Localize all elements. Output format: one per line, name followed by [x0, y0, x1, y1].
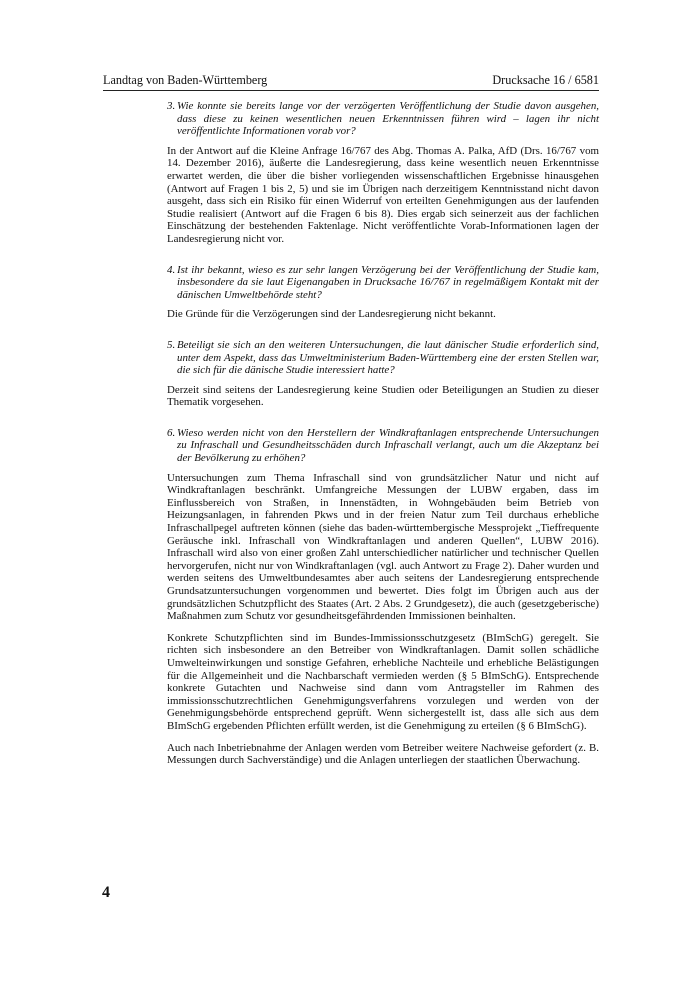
question-text: Ist ihr bekannt, wieso es zur sehr langen Verzögerung bei der Veröffentlichung der Studie kam, insbesondere da sie laut Eigenangaben in Drucksache 16/767 in regelmäßigem Kontakt mit der dänischen Umweltbehörde steht? [177, 263, 599, 301]
page-header [103, 72, 599, 91]
question-text: Wieso werden nicht von den Herstellern der Windkraftanlagen entsprechende Untersuchungen zu Infraschall und Gesundheitsschäden durch Infraschall verlangt, auch um die Akzeptanz bei der Bevölkerung zu erhöhen? [177, 426, 599, 465]
answer-4: Die Gründe für die Verzögerungen sind der Landesregierung nicht bekannt. [167, 308, 496, 321]
header-parliament-name: Landtag von Baden-Württemberg [103, 73, 268, 87]
answer-3: In der Antwort auf die Kleine Anfrage 16/767 des Abg. Thomas A. Palka, AfD (Drs. 16/767 vom 14. Dezember 2016), äußerte die Landesregierung, dass keine wesentlich neuen Erkenntnisse erwartet werden, die über die bisher vorliegenden wissenschaftlichen Ergebnisse hinausgehen (Antwort auf Fragen 1 bis 2, 5) und sie im Übrigen nach derzeitigem Kenntnisstand nicht davon ausgeht, dass sich ein Risiko für einen Widerruf von erteilten Genehmigungen aus der laufenden Studie realisiert (Antwort auf die Fragen 6 bis 8). Dies ergab sich seinerzeit aus der fachlichen Einschätzung der bestehenden Faktenlage. Nicht veröffentlichte Vorab-Informationen lagen der Landesregierung nicht vor. [167, 144, 599, 245]
question-number: 5. [167, 338, 176, 351]
page-number: 4 [102, 884, 110, 901]
question-text: Wie konnte sie bereits lange vor der verzögerten Veröffentlichung der Studie davon ausgehen, dass diese zu keinen wesentlichen neuen Erkenntnissen führen wird – lagen ihr nicht veröffentlichte Informationen vorab vor? [177, 100, 599, 138]
answer-6-paragraph-2: Konkrete Schutzpflichten sind im Bundes-Immissionsschutzgesetz (BImSchG) geregelt. Sie richten sich insbesondere an den Betreiber von Windkraftanlagen. Damit sollen schädliche Umwelteinwirkungen und sonstige Gefahren, erhebliche Nachteile und erhebliche Belästigungen für die Allgemeinheit und die Nachbarschaft vermieden werden (§ 5 BImSchG). Entsprechende konkrete Gutachten und Nachweise sind dann vom Antragsteller im Rahmen des immissionsschutzrechtlichen Genehmigungsverfahrens vorzulegen und werden von der Genehmigungsbehörde entsprechend geprüft. Wenn sichergestellt ist, dass alle sich aus dem BImSchG ergebenden Pflichten erfüllt werden, ist die Genehmigung zu erteilen (§ 6 BImSchG). [167, 631, 599, 732]
question-3 [167, 100, 599, 138]
document-body [167, 100, 599, 767]
question-6 [167, 427, 599, 465]
question-4 [167, 264, 599, 302]
answer-6-paragraph-1: Untersuchungen zum Thema Infraschall sind von grundsätzlicher Natur und nicht auf Windkraftanlagen beschränkt. Umfangreiche Messungen der LUBW ergaben, dass im Einflussbereich von Straßen, in Innenstädten, in Wohngebäuden beim Betrieb von Heizungsanlagen, in fahrenden Pkws und in der freien Natur zum Teil durchaus erhebliche Infraschallpegel auftreten können (siehe das baden-württembergische Messprojekt „Tieffrequente Geräusche inkl. Infraschall von Windkraftanlagen und anderen Quellen“, LUBW 2016). Infraschall wird also von einer großen Zahl unterschiedlicher natürlicher und technischer Quellen hervorgerufen, nicht nur von Windkraftanlagen (vgl. auch Antwort zu Frage 2). Daher wurden und werden seitens des Umweltbundesamtes aber auch seitens der Landesregierung entsprechende Grundsatzuntersuchungen vorgenommen und bewertet. Dies folgt im Übrigen auch aus der grundsätzlichen Schutzpflicht des Staates (Art. 2 Abs. 2 Grundgesetz), die auch (gesetzgeberische) Maßnahmen zum Schutz vor gesundheitsgefährdenden Immissionen beinhalten. [167, 471, 599, 623]
question-number: 4. [167, 263, 176, 276]
question-number: 3. [167, 100, 176, 112]
answer-6-paragraph-3: Auch nach Inbetriebnahme der Anlagen werden vom Betreiber weitere Nachweise gefordert (z. B. Messungen durch Sachverständige) und die Anlagen unterliegen der staatlichen Überwachung. [167, 741, 599, 767]
answer-5: Derzeit sind seitens der Landesregierung keine Studien oder Beteiligungen an Studien zu dieser Thematik vorgesehen. [167, 383, 599, 409]
question-5 [167, 339, 599, 377]
header-document-number: Drucksache 16 / 6581 [492, 73, 599, 87]
question-text: Beteiligt sie sich an den weiteren Untersuchungen, die laut dänischer Studie erforderlich sind, unter dem Aspekt, dass das Umweltministerium Baden-Württemberg eine der ersten Stellen war, die sich für die dänische Studie interessiert hatte? [177, 338, 599, 377]
question-number: 6. [167, 426, 176, 439]
